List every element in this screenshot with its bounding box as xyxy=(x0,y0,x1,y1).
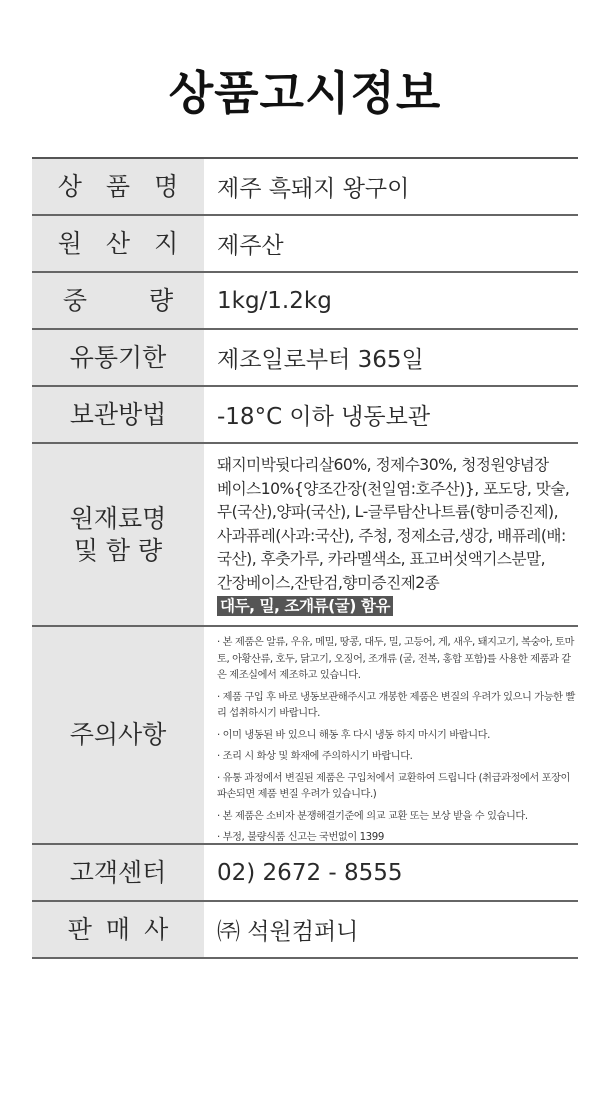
row-storage xyxy=(32,387,578,444)
ingredients-line: 간장베이스,잔탄검,향미증진제2종 xyxy=(217,573,440,592)
caution-item: · 이미 냉동된 바 있으니 해동 후 다시 냉동 하지 마시기 바랍니다. xyxy=(217,729,490,741)
caution-item: · 본 제품은 알류, 우유, 메밀, 땅콩, 대두, 밀, 고등어, 게, 새우, 돼지고기, 복숭아, 토마토, 아황산류, 호두, 닭고기, 오징어, 조개류 (굴, 전복, 홍합 포함)를 사용한 제품과 같은 제조실에서 제조하고 있습니다. xyxy=(217,637,575,681)
label-product-name: 상품명 xyxy=(32,159,204,214)
caution-item: · 조리 시 화상 및 화재에 주의하시기 바랍니다. xyxy=(217,751,413,762)
value-customer-center: 02) 2672 - 8555 xyxy=(217,859,403,886)
value-ingredients xyxy=(204,444,578,625)
row-caution xyxy=(32,627,578,845)
label-origin: 원산지 xyxy=(32,216,204,271)
row-customer-center xyxy=(32,845,578,902)
label-expiry: 유통기한 xyxy=(32,330,204,385)
product-info-table xyxy=(32,157,578,959)
caution-item: · 부정, 불량식품 신고는 국번없이 1399 xyxy=(217,832,384,843)
value-expiry: 제조일로부터 365일 xyxy=(217,347,424,373)
page-title: 상품고시정보 xyxy=(168,66,442,120)
allergen-badge: 대두, 밀, 조개류(굴) 함유 xyxy=(217,596,393,616)
label-weight: 중량 xyxy=(32,273,204,328)
label-seller: 판매사 xyxy=(32,902,204,957)
value-origin: 제주산 xyxy=(217,233,284,259)
ingredients-line: 국산), 후춧가루, 카라멜색소, 표고버섯액기스분말, xyxy=(217,550,546,568)
label-storage: 보관방법 xyxy=(32,387,204,442)
row-product-name xyxy=(32,159,578,216)
row-weight xyxy=(32,273,578,330)
label-ingredients: 원재료명 및 함 량 xyxy=(32,444,204,625)
value-seller: ㈜ 석원컴퍼니 xyxy=(217,919,359,945)
value-weight: 1kg/1.2kg xyxy=(217,287,332,314)
caution-item: · 제품 구입 후 바로 냉동보관해주시고 개봉한 제품은 변질의 우려가 있으니 가능한 빨리 섭취하시기 바랍니다. xyxy=(217,691,575,719)
ingredients-line: 무(국산),양파(국산), L-글루탐산나트륨(향미증진제), xyxy=(217,503,559,521)
ingredients-line: 사과퓨레(사과:국산), 주청, 정제소금,생강, 배퓨레(배: xyxy=(217,526,566,545)
row-expiry xyxy=(32,330,578,387)
caution-item: · 본 제품은 소비자 분쟁해결기준에 의교 교환 또는 보상 받을 수 있습니다. xyxy=(217,810,528,822)
value-product-name: 제주 흑돼지 왕구이 xyxy=(217,176,410,202)
ingredients-line: 베이스10%{양조간장(천일염:호주산)}, 포도당, 맛술, xyxy=(217,479,570,498)
caution-item: · 유통 과정에서 변질된 제품은 구입처에서 교환하여 드립니다 (취급과정에서 포장이 파손되면 제품 변질 우려가 있습니다.) xyxy=(217,772,570,800)
value-storage: -18°C 이하 냉동보관 xyxy=(217,404,431,430)
value-caution xyxy=(204,627,578,843)
label-customer-center: 고객센터 xyxy=(32,845,204,900)
label-caution: 주의사항 xyxy=(32,627,204,843)
row-seller xyxy=(32,902,578,959)
row-origin xyxy=(32,216,578,273)
ingredients-line: 돼지미박뒷다리살60%, 정제수30%, 청정원양념장 xyxy=(217,456,549,474)
row-ingredients xyxy=(32,444,578,627)
